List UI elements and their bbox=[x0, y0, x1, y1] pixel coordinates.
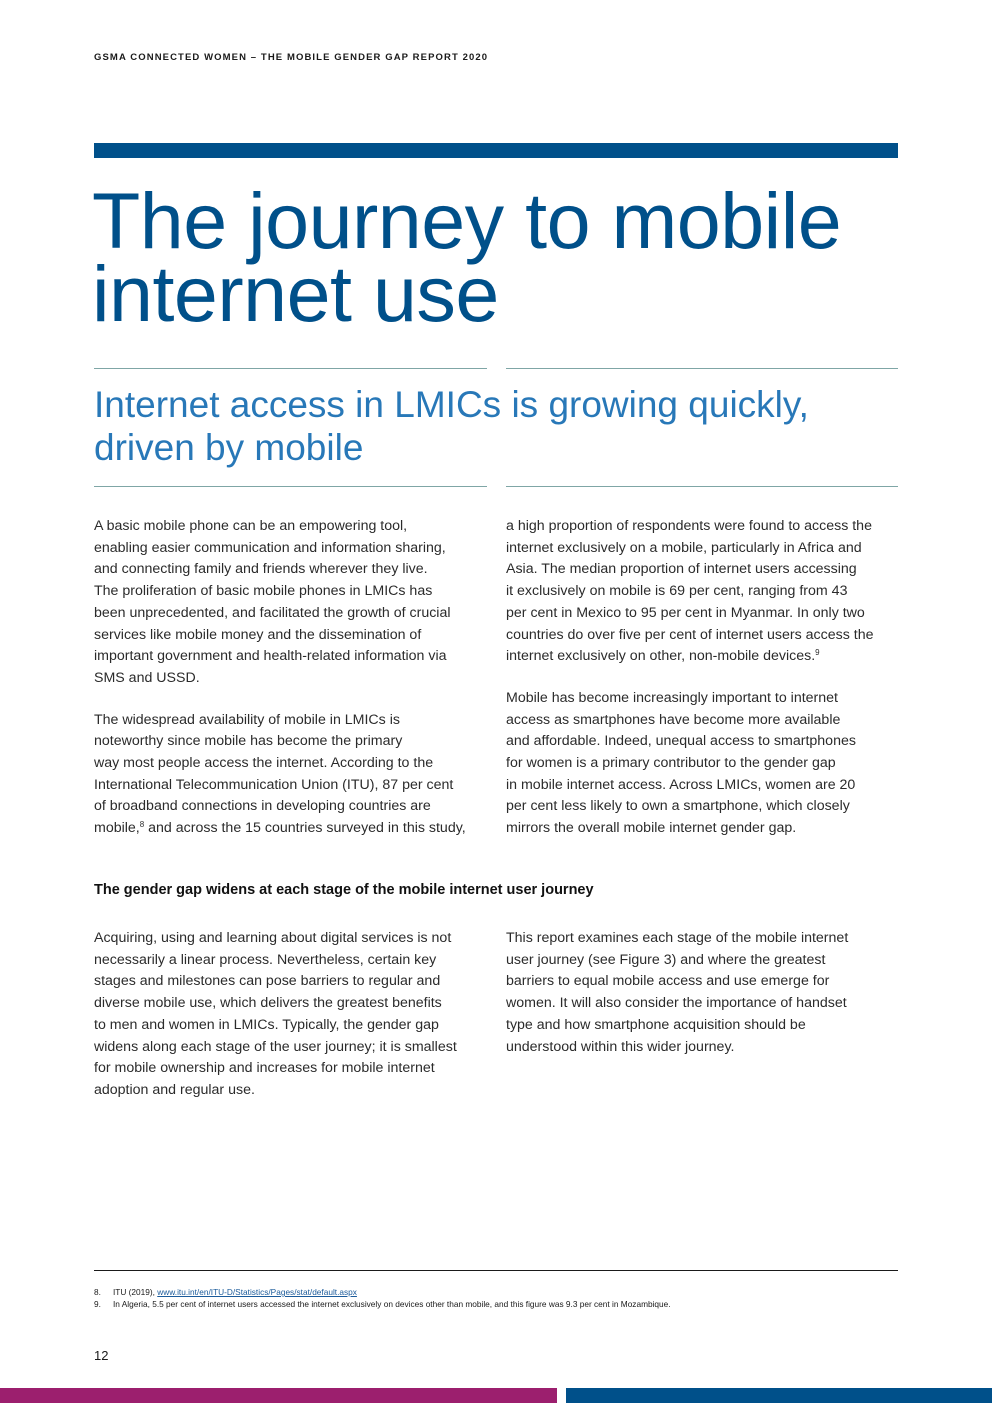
text-line bbox=[94, 818, 486, 840]
text-line: adoption and regular use. bbox=[94, 1081, 255, 1098]
text-line: This report examines each stage of the mobile internet bbox=[506, 930, 849, 946]
text-line: International Telecommunication Union (ITU), 87 per cent bbox=[94, 776, 454, 793]
paragraph bbox=[506, 688, 898, 840]
section-heading-line-2: driven by mobile bbox=[94, 427, 364, 468]
paragraph bbox=[506, 516, 898, 668]
footnote-text: ITU (2019), bbox=[113, 1287, 158, 1297]
text-line: enabling easier communication and information sharing, bbox=[94, 539, 446, 556]
text-line: to men and women in LMICs. Typically, the gender gap bbox=[94, 1016, 439, 1033]
footnote-number: 8. bbox=[94, 1287, 101, 1297]
text-line: in mobile internet access. Across LMICs, women are 20 bbox=[506, 776, 856, 793]
page-title-line-2: internet use bbox=[92, 249, 499, 338]
text-line: services like mobile money and the dissemination of bbox=[94, 626, 422, 643]
section-rule-top-left bbox=[94, 368, 487, 369]
body-column-left-1 bbox=[94, 516, 486, 860]
text-line: The widespread availability of mobile in LMICs is bbox=[94, 711, 400, 728]
bottom-accent-bar-magenta bbox=[0, 1388, 557, 1403]
section-rule-bottom-right bbox=[506, 486, 898, 487]
footnote-link[interactable]: www.itu.int/en/ITU-D/Statistics/Pages/stat/default.aspx bbox=[157, 1287, 357, 1297]
footnote-8 bbox=[94, 1286, 898, 1298]
text-line: necessarily a linear process. Nevertheless, certain key bbox=[94, 951, 437, 968]
text-fragment: and across the 15 countries surveyed in this study, bbox=[144, 820, 466, 837]
page-title bbox=[92, 176, 902, 338]
subheading: The gender gap widens at each stage of the mobile internet user journey bbox=[94, 882, 594, 898]
body-column-left-2 bbox=[94, 928, 486, 1122]
footnote-number: 9. bbox=[94, 1299, 101, 1309]
text-line: barriers to equal mobile access and use emerge for bbox=[506, 973, 830, 990]
text-line: user journey (see Figure 3) and where the greatest bbox=[506, 951, 826, 968]
footnote-text: In Algeria, 5.5 per cent of internet users accessed the internet exclusively on devices other than mobile, and this figure was 9.3 per cent in Mozambique. bbox=[113, 1299, 671, 1309]
text-line: countries do over five per cent of internet users access the bbox=[506, 626, 874, 643]
page-title-line-1: The journey to mobile bbox=[92, 176, 842, 265]
running-header: GSMA CONNECTED WOMEN – THE MOBILE GENDER GAP REPORT 2020 bbox=[94, 52, 489, 63]
text-line: mirrors the overall mobile internet gender gap. bbox=[506, 820, 797, 837]
text-line: The proliferation of basic mobile phones in LMICs has bbox=[94, 583, 433, 600]
text-line: per cent in Mexico to 95 per cent in Myanmar. In only two bbox=[506, 604, 865, 621]
section-heading-line-1: Internet access in LMICs is growing quickly, bbox=[94, 384, 809, 425]
page-number: 12 bbox=[94, 1348, 109, 1363]
text-line: women. It will also consider the importance of handset bbox=[506, 995, 847, 1012]
section-rule-top-right bbox=[506, 368, 898, 369]
footnote-ref-8[interactable]: 8 bbox=[139, 820, 145, 830]
paragraph bbox=[94, 710, 486, 840]
text-line: a high proportion of respondents were found to access the bbox=[506, 518, 872, 534]
footnote-9 bbox=[94, 1298, 898, 1310]
text-line: A basic mobile phone can be an empowering tool, bbox=[94, 518, 408, 534]
text-line: been unprecedented, and facilitated the growth of crucial bbox=[94, 604, 451, 621]
text-line: and connecting family and friends wherever they live. bbox=[94, 561, 428, 578]
text-line: for mobile ownership and increases for mobile internet bbox=[94, 1060, 435, 1077]
body-column-right-2 bbox=[506, 928, 898, 1078]
footnotes bbox=[94, 1286, 898, 1310]
footnote-rule bbox=[94, 1270, 898, 1271]
body-column-right-1 bbox=[506, 516, 898, 860]
text-line: Acquiring, using and learning about digital services is not bbox=[94, 930, 452, 946]
paragraph bbox=[94, 928, 486, 1102]
bottom-accent-bar-blue bbox=[566, 1388, 992, 1403]
text-line: it exclusively on mobile is 69 per cent, ranging from 43 bbox=[506, 583, 848, 600]
text-line: of broadband connections in developing countries are bbox=[94, 798, 431, 815]
footnote-ref-9[interactable]: 9 bbox=[815, 648, 820, 658]
paragraph bbox=[94, 516, 486, 690]
text-fragment: internet exclusively on other, non-mobile devices. bbox=[506, 648, 816, 665]
text-line: noteworthy since mobile has become the primary bbox=[94, 733, 403, 750]
section-heading bbox=[94, 383, 894, 469]
section-rule-bottom-left bbox=[94, 486, 487, 487]
text-line: and affordable. Indeed, unequal access to smartphones bbox=[506, 733, 856, 750]
text-line: internet exclusively on a mobile, particularly in Africa and bbox=[506, 539, 862, 556]
text-line: way most people access the internet. According to the bbox=[94, 755, 434, 772]
text-line: diverse mobile use, which delivers the greatest benefits bbox=[94, 995, 442, 1012]
text-line: understood within this wider journey. bbox=[506, 1038, 735, 1055]
text-line: important government and health-related information via bbox=[94, 648, 447, 665]
text-line: access as smartphones have become more available bbox=[506, 711, 841, 728]
text-line: Asia. The median proportion of internet users accessing bbox=[506, 561, 857, 578]
text-line: for women is a primary contributor to the gender gap bbox=[506, 755, 836, 772]
text-line: type and how smartphone acquisition should be bbox=[506, 1016, 806, 1033]
text-line: SMS and USSD. bbox=[94, 669, 200, 686]
text-line: stages and milestones can pose barriers to regular and bbox=[94, 973, 441, 990]
top-rule bbox=[94, 143, 898, 158]
text-line: per cent less likely to own a smartphone, which closely bbox=[506, 798, 850, 815]
paragraph bbox=[506, 928, 898, 1058]
text-fragment: mobile, bbox=[94, 820, 140, 837]
text-line: widens along each stage of the user journey; it is smallest bbox=[94, 1038, 457, 1055]
text-line bbox=[506, 646, 898, 668]
text-line: Mobile has become increasingly important to internet bbox=[506, 689, 838, 706]
